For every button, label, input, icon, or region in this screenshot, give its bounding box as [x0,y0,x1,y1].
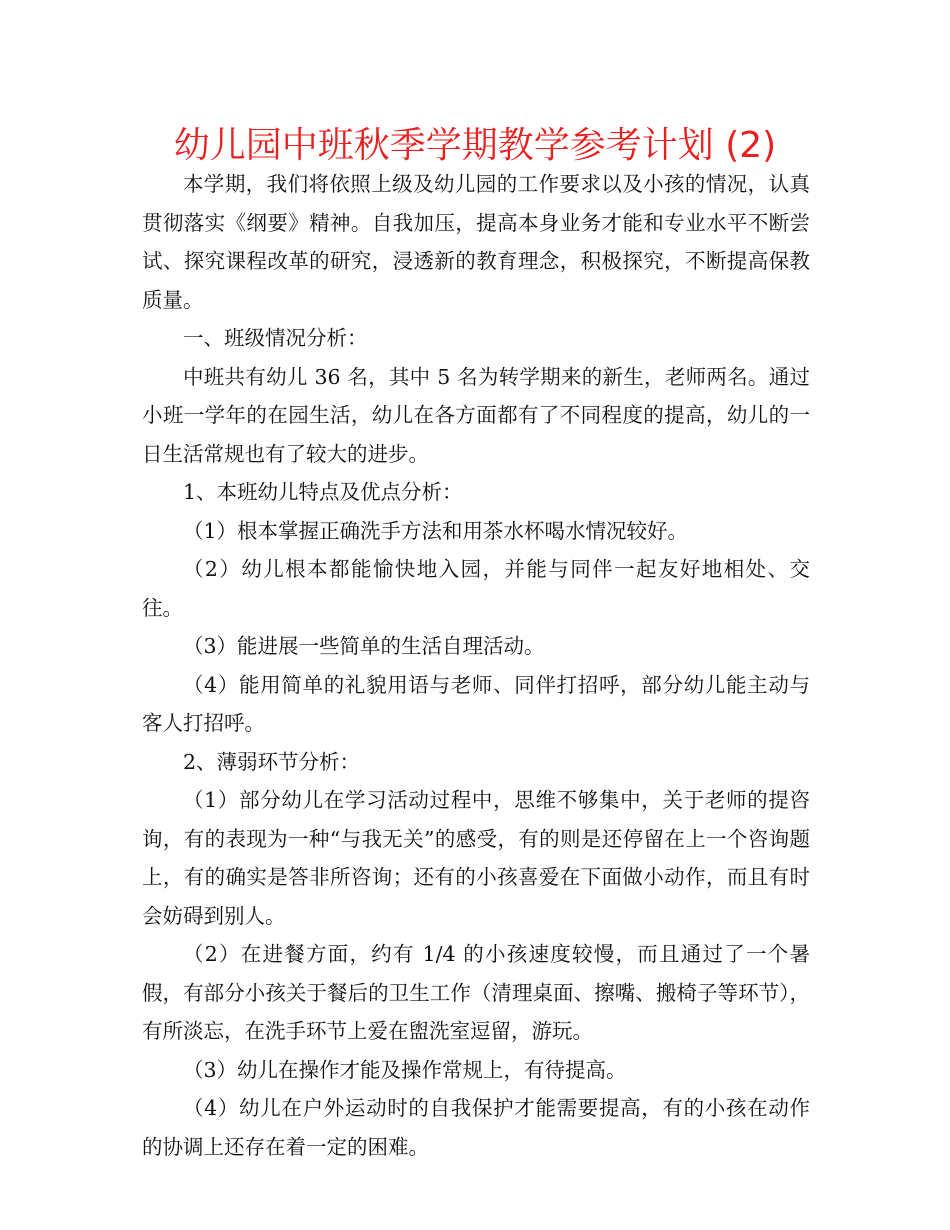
list-item-weakness-3: （3）幼儿在操作才能及操作常规上，有待提高。 [183,1057,627,1082]
list-item-weakness-1: （1）部分幼儿在学习活动过程中，思维不够集中，关于老师的提咨询，有的表现为一种“与我无关”的感受，有的则是还停留在上一个咨询题上，有的确实是答非所咨询；还有的小孩喜爱在下面做小动作，而且有时会妨碍到别人。 [142,788,810,928]
list-item-strength-3: （3）能进展一些简单的生活自理活动。 [183,634,545,658]
list-item-weakness-2: （2）在进餐方面，约有 1/4 的小孩速度较慢，而且通过了一个暑假，有部分小孩关于餐后的卫生工作（清理桌面、擦嘴、搬椅子等环节），有所淡忘，在洗手环节上爱在盥洗室逗留，游玩。 [142,942,810,1043]
section-heading-class-analysis: 一、班级情况分析： [183,326,368,350]
paragraph-intro: 本学期，我们将依照上级及幼儿园的工作要求以及小孩的情况，认真贯彻落实《纲要》精神。自我加压，提高本身业务才能和专业水平不断尝试、探究课程改革的研究，浸透新的教育理念，积极探究，不断提高保教质量。 [142,172,810,312]
list-item-strength-2: （2）幼儿根本都能愉快地入园，并能与同伴一起友好地相处、交往。 [142,557,810,620]
subsection-heading-strengths: 1、本班幼儿特点及优点分析： [183,480,463,504]
paragraph-class-overview: 中班共有幼儿 36 名，其中 5 名为转学期来的新生，老师两名。通过小班一学年的在园生活，幼儿在各方面都有了不同程度的提高，幼儿的一日生活常规也有了较大的进步。 [142,364,810,466]
list-item-strength-4: （4）能用简单的礼貌用语与老师、同伴打招呼，部分幼儿能主动与客人打招呼。 [142,672,810,735]
subsection-heading-weaknesses: 2、薄弱环节分析： [183,749,361,774]
document-body [142,165,810,1166]
document-title: 幼儿园中班秋季学期教学参考计划 (2) [173,125,777,166]
list-item-weakness-4: （4）幼儿在户外运动时的自我保护才能需要提高，有的小孩在动作的协调上还存在着一定的困难。 [142,1096,810,1159]
list-item-strength-1: （1）根本掌握正确洗手方法和用茶水杯喝水情况较好。 [183,518,689,543]
